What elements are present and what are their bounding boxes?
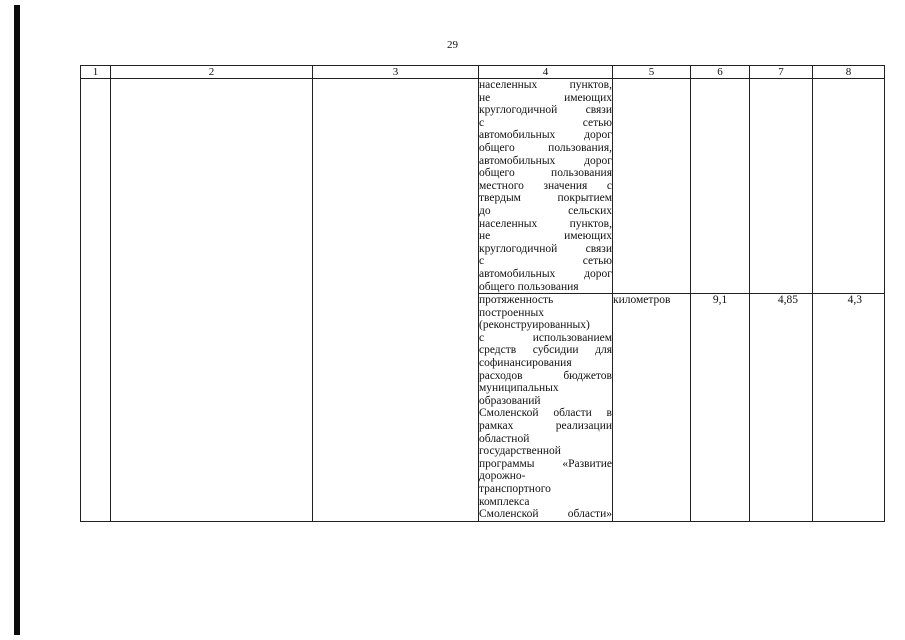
header-row [81,66,885,79]
text-line [479,192,612,205]
text-word: дорог [584,129,612,142]
text-line [479,357,612,370]
text-line [479,167,612,180]
header-col-1: 1 [81,66,111,79]
header-col-5: 5 [613,66,691,79]
text-word: значения [543,179,588,192]
text-word: населенных [479,217,538,230]
text-word: пользования [551,167,612,180]
text-word: автомобильных [479,267,556,280]
text-line [479,129,612,142]
text-line [479,395,612,408]
text-word: государственной [479,445,561,458]
text-word: дорог [584,154,612,167]
indicator-text-cell [479,294,613,522]
text-line [479,92,612,105]
text-word: использованием [532,331,612,344]
text-word: круглогодичной [479,242,558,255]
text-line [479,142,612,155]
text-word: программы [479,457,535,470]
text-word: комплекса [479,495,530,508]
text-word: дорожно- [479,470,526,483]
text-word: «Развитие [562,457,612,470]
text-line [479,180,612,193]
text-word: пользования, [548,141,612,154]
value-cell-col-7 [750,79,813,294]
text-line [479,79,612,92]
text-line [479,420,612,433]
text-word: в [606,407,612,420]
text-word: Смоленской [479,407,539,420]
text-word: протяженность [479,294,554,307]
cell-col-1 [81,79,111,522]
text-word: области [553,407,592,420]
text-line [479,433,612,446]
value-cell-col-6 [691,79,750,294]
text-line [479,268,612,281]
text-word: не [479,91,491,104]
indicator-text-cell [479,79,613,294]
unit-cell: километров [613,294,691,522]
text-line [479,344,612,357]
text-word: (реконструированных) [479,319,590,332]
text-line [479,470,612,483]
text-line [479,307,612,320]
text-word: транспортного [479,483,551,495]
text-line [479,496,612,509]
text-word: Смоленской [479,508,539,521]
cell-col-3 [313,79,479,522]
value-cell-col-8: 4,3 [813,294,885,522]
text-word: имеющих [564,230,612,243]
text-line [479,332,612,345]
text-word: построенных [479,306,544,319]
header-col-7: 7 [750,66,813,79]
text-word: с [479,116,485,129]
text-word: бюджетов [563,369,612,382]
text-word: реализации [555,420,612,433]
text-line [479,255,612,268]
text-word: образований [479,394,541,407]
text-line [479,382,612,395]
text-word: сетью [582,255,612,268]
scan-edge [14,5,20,635]
text-word: пунктов, [569,217,612,230]
text-word: рамках [479,420,514,433]
text-line [479,117,612,130]
text-word: с [479,331,485,344]
text-line [479,458,612,471]
data-table [80,65,885,522]
text-line [479,508,612,521]
text-word: твердым [479,192,521,205]
text-word: до [479,204,491,217]
text-word: с [479,255,485,268]
text-word: области» [567,508,612,521]
text-word: автомобильных [479,129,556,142]
text-line [479,407,612,420]
text-word: общего [479,141,515,154]
text-word: сельских [568,204,612,217]
text-line [479,319,612,332]
cell-col-2 [111,79,313,522]
text-word: круглогодичной [479,104,558,117]
text-word: субсидии [532,344,579,357]
text-word: общего пользования [479,280,579,293]
header-col-6: 6 [691,66,750,79]
text-line [479,483,612,496]
text-line [479,370,612,383]
page-number: 29 [447,39,458,51]
text-word: софинансирования [479,357,572,370]
header-col-8: 8 [813,66,885,79]
text-line [479,155,612,168]
text-word: общего [479,167,515,180]
unit-cell [613,79,691,294]
value-cell-col-8 [813,79,885,294]
text-word: населенных [479,79,538,91]
text-word: пунктов, [569,79,612,91]
text-line [479,104,612,117]
text-word: расходов [479,369,523,382]
text-word: для [595,344,612,357]
header-col-2: 2 [111,66,313,79]
text-line [479,243,612,256]
text-word: местного [479,179,524,192]
text-word: муниципальных [479,382,559,395]
text-word: имеющих [564,91,612,104]
text-line [479,445,612,458]
text-line [479,218,612,231]
table-row [81,79,885,294]
text-word: не [479,230,491,243]
text-word: с [606,179,612,192]
text-line [479,294,612,307]
text-word: областной [479,432,530,445]
text-line [479,281,612,294]
value-cell-col-6: 9,1 [691,294,750,522]
text-line [479,205,612,218]
text-word: дорог [584,267,612,280]
value-cell-col-7: 4,85 [750,294,813,522]
text-word: покрытием [557,192,612,205]
header-col-4: 4 [479,66,613,79]
text-word: связи [585,242,612,255]
text-word: средств [479,344,517,357]
header-col-3: 3 [313,66,479,79]
text-word: связи [585,104,612,117]
text-word: автомобильных [479,154,556,167]
text-line [479,230,612,243]
text-word: сетью [582,116,612,129]
